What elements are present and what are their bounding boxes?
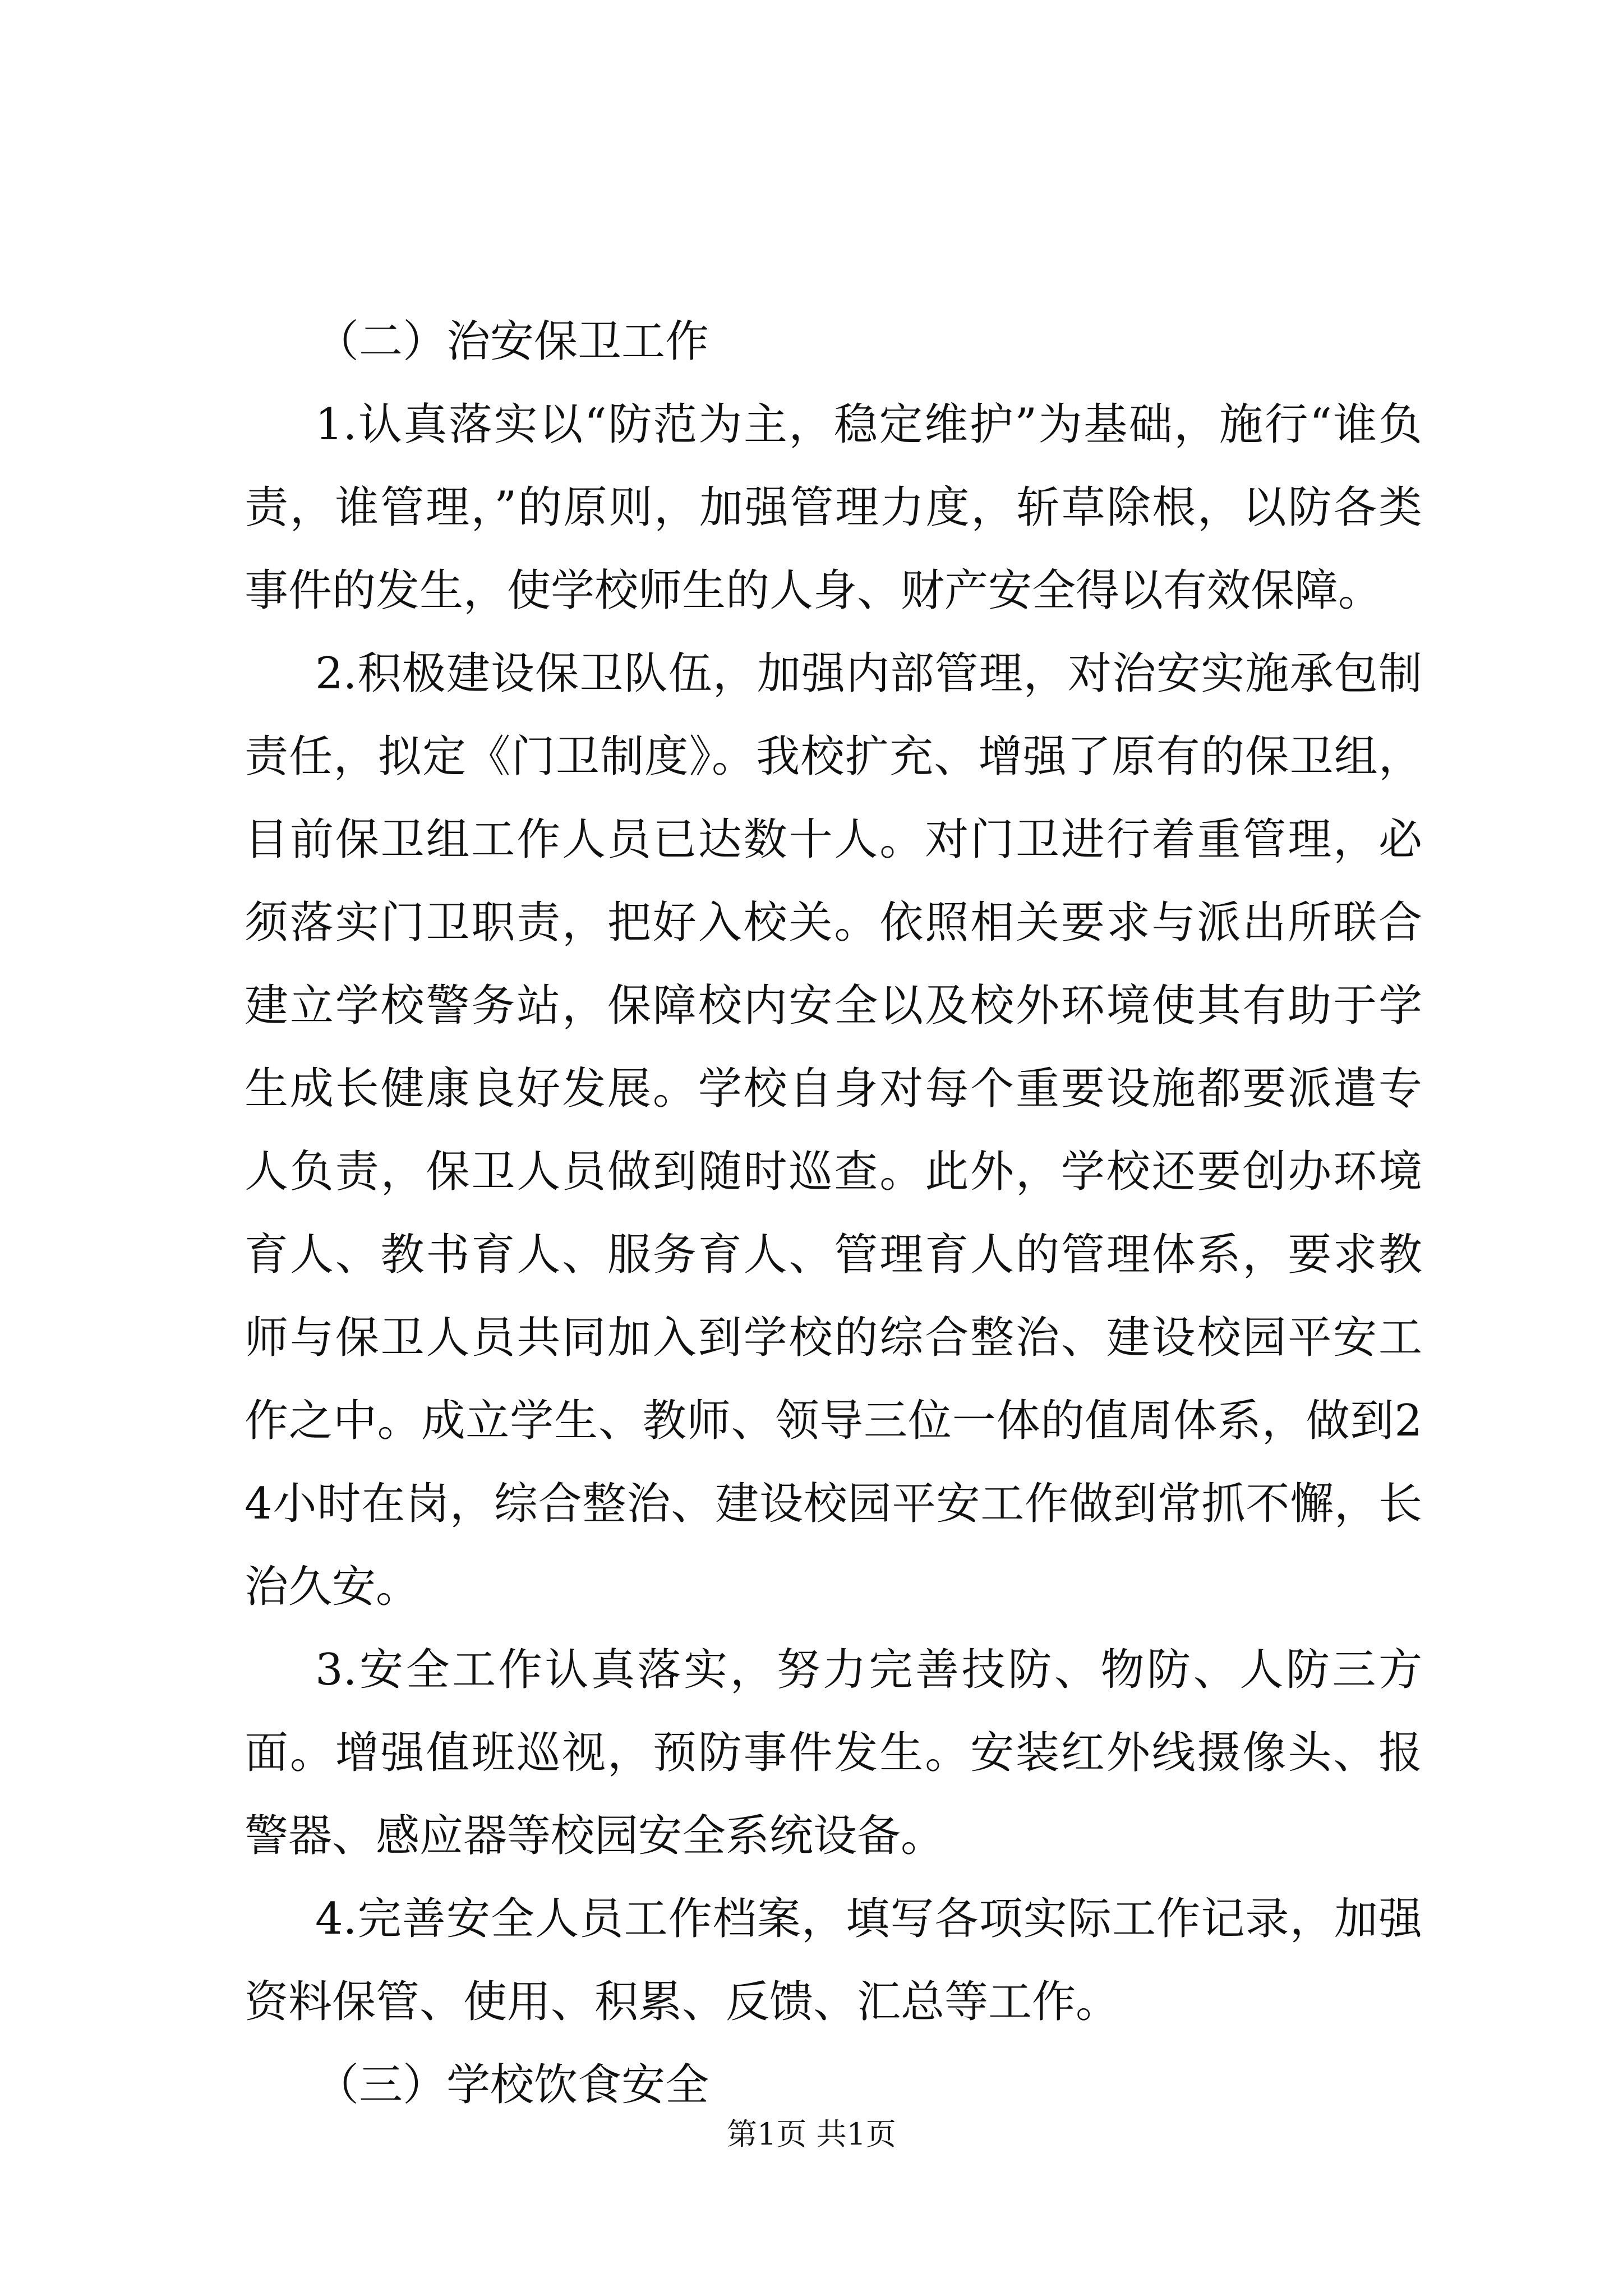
page-number-footer: 第1页 共1页 [727, 2116, 896, 2152]
paragraph-2: 2.积极建设保卫队伍，加强内部管理，对治安实施承包制责任，拟定《门卫制度》。我校扩充、增强了原有的保卫组，目前保卫组工作人员已达数十人。对门卫进行着重管理，必须落实门卫职责，把好入校关。依照相关要求与派出所联合建立学校警务站，保障校内安全以及校外环境使其有助于学生成长健康良好发展。学校自身对每个重要设施都要派遣专人负责，保卫人员做到随时巡查。此外，学校还要创办环境育人、教书育人、服务育人、管理育人的管理体系，要求教师与保卫人员共同加入到学校的综合整治、建设校园平安工作之中。成立学生、教师、领导三位一体的值周体系，做到24小时在岗，综合整治、建设校园平安工作做到常抓不懈，长治久安。 [245, 648, 1422, 1612]
section-heading-security: （二）治安保卫工作 [315, 316, 709, 367]
paragraph-4: 4.完善安全人员工作档案，填写各项实际工作记录，加强资料保管、使用、积累、反馈、汇总等工作。 [245, 1894, 1422, 2027]
paragraph-3: 3.安全工作认真落实，努力完善技防、物防、人防三方面。增强值班巡视，预防事件发生。安装红外线摄像头、报警器、感应器等校园安全系统设备。 [245, 1645, 1422, 1861]
paragraph-1: 1.认真落实以“防范为主，稳定维护”为基础，施行“谁负责，谁管理，”的原则，加强管理力度，斩草除根，以防各类事件的发生，使学校师生的人身、财产安全得以有效保障。 [245, 399, 1422, 616]
document-body [245, 300, 1422, 2127]
section-heading-food-safety: （三）学校饮食安全 [315, 2060, 709, 2110]
